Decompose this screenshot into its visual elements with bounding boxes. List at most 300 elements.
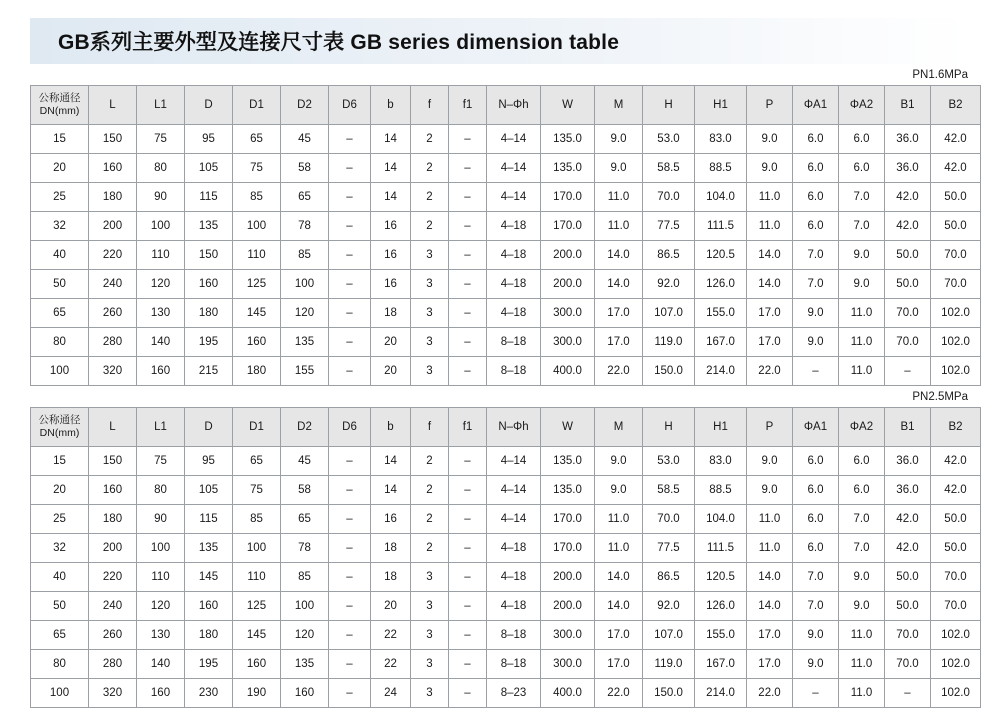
cell: 9.0 <box>747 125 793 154</box>
cell: 200 <box>89 534 137 563</box>
cell: 170.0 <box>541 212 595 241</box>
cell: 120 <box>137 270 185 299</box>
cell: 22 <box>371 621 411 650</box>
cell: 140 <box>137 650 185 679</box>
cell: 53.0 <box>643 125 695 154</box>
cell: 240 <box>89 270 137 299</box>
cell: 300.0 <box>541 621 595 650</box>
cell: 11.0 <box>747 534 793 563</box>
table-row <box>31 476 981 505</box>
cell-dn: 50 <box>31 592 89 621</box>
cell: 180 <box>89 183 137 212</box>
cell: 104.0 <box>695 183 747 212</box>
cell: 11.0 <box>839 621 885 650</box>
cell: – <box>329 241 371 270</box>
cell: – <box>793 357 839 386</box>
cell: 3 <box>411 592 449 621</box>
table-row <box>31 183 981 212</box>
cell: 17.0 <box>747 650 793 679</box>
cell: 14.0 <box>747 270 793 299</box>
cell: 9.0 <box>839 241 885 270</box>
cell: 107.0 <box>643 299 695 328</box>
cell: 11.0 <box>595 212 643 241</box>
table-row <box>31 328 981 357</box>
cell: 24 <box>371 679 411 708</box>
cell: 90 <box>137 183 185 212</box>
cell: 9.0 <box>595 447 643 476</box>
cell: 200 <box>89 212 137 241</box>
cell: 2 <box>411 505 449 534</box>
cell: 8–23 <box>487 679 541 708</box>
cell: 8–18 <box>487 650 541 679</box>
cell-dn: 32 <box>31 212 89 241</box>
column-header: L <box>89 408 137 447</box>
cell: 17.0 <box>595 299 643 328</box>
cell: 42.0 <box>885 183 931 212</box>
cell-dn: 25 <box>31 183 89 212</box>
cell: 170.0 <box>541 534 595 563</box>
cell: 88.5 <box>695 476 747 505</box>
cell: 220 <box>89 563 137 592</box>
table-row <box>31 592 981 621</box>
cell: 7.0 <box>793 241 839 270</box>
column-header: f <box>411 408 449 447</box>
cell: 80 <box>137 154 185 183</box>
cell: – <box>329 679 371 708</box>
cell: 20 <box>371 328 411 357</box>
cell: 300.0 <box>541 328 595 357</box>
cell: 20 <box>371 357 411 386</box>
cell: 9.0 <box>793 299 839 328</box>
cell: 17.0 <box>747 328 793 357</box>
cell: – <box>449 563 487 592</box>
cell: 58 <box>281 476 329 505</box>
cell: 11.0 <box>595 505 643 534</box>
pressure-label-1: PN1.6MPa <box>912 69 968 81</box>
cell: 135 <box>281 328 329 357</box>
table-row <box>31 212 981 241</box>
cell: 100 <box>137 534 185 563</box>
cell: – <box>449 183 487 212</box>
table-row <box>31 534 981 563</box>
cell: 11.0 <box>595 183 643 212</box>
cell: 22 <box>371 650 411 679</box>
column-header: ΦA2 <box>839 86 885 125</box>
table-row <box>31 241 981 270</box>
cell: 16 <box>371 241 411 270</box>
cell: 155.0 <box>695 621 747 650</box>
cell: – <box>449 299 487 328</box>
page-title: GB系列主要外型及连接尺寸表 GB series dimension table <box>58 31 620 54</box>
cell: 18 <box>371 299 411 328</box>
cell: 6.0 <box>793 505 839 534</box>
cell: – <box>449 154 487 183</box>
cell: 3 <box>411 621 449 650</box>
cell: 86.5 <box>643 563 695 592</box>
cell: 50.0 <box>885 563 931 592</box>
cell: 140 <box>137 328 185 357</box>
cell: 105 <box>185 154 233 183</box>
cell: 75 <box>137 447 185 476</box>
cell-dn: 15 <box>31 447 89 476</box>
cell: 53.0 <box>643 447 695 476</box>
cell: 90 <box>137 505 185 534</box>
cell: 16 <box>371 505 411 534</box>
cell: 9.0 <box>793 328 839 357</box>
cell: 120 <box>137 592 185 621</box>
cell: 104.0 <box>695 505 747 534</box>
cell: – <box>449 621 487 650</box>
cell-dn: 100 <box>31 679 89 708</box>
cell: – <box>885 679 931 708</box>
cell: 2 <box>411 212 449 241</box>
table-row <box>31 357 981 386</box>
cell: 300.0 <box>541 650 595 679</box>
cell: 50.0 <box>931 505 981 534</box>
column-header: L1 <box>137 86 185 125</box>
cell: 100 <box>281 592 329 621</box>
cell: 85 <box>233 505 281 534</box>
cell: 180 <box>233 357 281 386</box>
cell: 58 <box>281 154 329 183</box>
cell: 9.0 <box>747 154 793 183</box>
cell: 102.0 <box>931 328 981 357</box>
cell: 36.0 <box>885 476 931 505</box>
cell: 50.0 <box>885 592 931 621</box>
cell: 36.0 <box>885 154 931 183</box>
cell-dn: 25 <box>31 505 89 534</box>
cell: 78 <box>281 534 329 563</box>
cell: 120 <box>281 299 329 328</box>
cell: 2 <box>411 154 449 183</box>
column-header: M <box>595 408 643 447</box>
cell: 45 <box>281 447 329 476</box>
cell: 75 <box>137 125 185 154</box>
cell: 3 <box>411 299 449 328</box>
cell: 42.0 <box>931 154 981 183</box>
cell-dn: 15 <box>31 125 89 154</box>
cell: – <box>329 154 371 183</box>
pressure-label-2: PN2.5MPa <box>912 391 968 403</box>
cell: 220 <box>89 241 137 270</box>
cell: 4–18 <box>487 241 541 270</box>
cell: 18 <box>371 563 411 592</box>
cell: – <box>449 212 487 241</box>
cell: 102.0 <box>931 357 981 386</box>
cell: 75 <box>233 476 281 505</box>
cell: 190 <box>233 679 281 708</box>
cell: – <box>449 592 487 621</box>
cell-dn: 65 <box>31 299 89 328</box>
cell: – <box>329 476 371 505</box>
cell: 75 <box>233 154 281 183</box>
cell-dn: 65 <box>31 621 89 650</box>
cell: 240 <box>89 592 137 621</box>
column-header: b <box>371 408 411 447</box>
cell: 135.0 <box>541 125 595 154</box>
table-row <box>31 563 981 592</box>
cell: 9.0 <box>747 447 793 476</box>
column-header: H1 <box>695 408 747 447</box>
table-row <box>31 650 981 679</box>
cell: 42.0 <box>885 212 931 241</box>
cell: 170.0 <box>541 505 595 534</box>
cell: – <box>329 357 371 386</box>
cell: 160 <box>185 270 233 299</box>
cell: – <box>329 592 371 621</box>
cell: 6.0 <box>793 447 839 476</box>
column-header: D6 <box>329 86 371 125</box>
cell: 3 <box>411 328 449 357</box>
cell: 200.0 <box>541 241 595 270</box>
table-row <box>31 447 981 476</box>
cell: 70.0 <box>885 621 931 650</box>
cell: 4–14 <box>487 125 541 154</box>
cell: 3 <box>411 357 449 386</box>
cell: 230 <box>185 679 233 708</box>
cell: 8–18 <box>487 328 541 357</box>
cell: – <box>449 241 487 270</box>
cell: – <box>449 270 487 299</box>
cell: 119.0 <box>643 650 695 679</box>
cell: – <box>885 357 931 386</box>
cell: 300.0 <box>541 299 595 328</box>
dimension-table-pn16 <box>30 85 981 386</box>
cell: 80 <box>137 476 185 505</box>
cell: 120.5 <box>695 241 747 270</box>
cell: 42.0 <box>931 125 981 154</box>
cell: 36.0 <box>885 447 931 476</box>
cell: 4–14 <box>487 505 541 534</box>
column-header: N–Φh <box>487 408 541 447</box>
cell: 70.0 <box>931 241 981 270</box>
cell: 9.0 <box>595 476 643 505</box>
cell: – <box>793 679 839 708</box>
cell: – <box>329 447 371 476</box>
column-header: H <box>643 86 695 125</box>
cell: 215 <box>185 357 233 386</box>
cell: 92.0 <box>643 592 695 621</box>
cell: 22.0 <box>595 357 643 386</box>
cell: 2 <box>411 447 449 476</box>
cell: 130 <box>137 621 185 650</box>
cell: 150.0 <box>643 679 695 708</box>
table-row <box>31 505 981 534</box>
cell: 6.0 <box>793 476 839 505</box>
cell: 42.0 <box>931 447 981 476</box>
column-header: W <box>541 408 595 447</box>
cell: 7.0 <box>839 534 885 563</box>
column-header: f1 <box>449 408 487 447</box>
column-header: D2 <box>281 86 329 125</box>
cell: 17.0 <box>747 299 793 328</box>
cell: – <box>449 447 487 476</box>
cell: 214.0 <box>695 357 747 386</box>
cell: 8–18 <box>487 357 541 386</box>
table-header-row <box>31 408 981 447</box>
cell-dn: 80 <box>31 328 89 357</box>
cell: 4–18 <box>487 534 541 563</box>
cell: – <box>329 621 371 650</box>
cell: 4–14 <box>487 154 541 183</box>
cell: 2 <box>411 125 449 154</box>
cell: 95 <box>185 447 233 476</box>
cell: 195 <box>185 328 233 357</box>
cell: 214.0 <box>695 679 747 708</box>
cell: 320 <box>89 679 137 708</box>
column-header: M <box>595 86 643 125</box>
cell: 22.0 <box>747 679 793 708</box>
cell: 200.0 <box>541 592 595 621</box>
cell: 78 <box>281 212 329 241</box>
cell: – <box>449 357 487 386</box>
document-page <box>0 18 1000 699</box>
cell: 11.0 <box>747 183 793 212</box>
cell: 145 <box>233 621 281 650</box>
cell: 65 <box>281 183 329 212</box>
cell: 4–18 <box>487 592 541 621</box>
cell-dn: 40 <box>31 563 89 592</box>
column-header: D1 <box>233 86 281 125</box>
column-header: f <box>411 86 449 125</box>
cell: 4–18 <box>487 563 541 592</box>
cell: 6.0 <box>839 447 885 476</box>
cell: 4–18 <box>487 212 541 241</box>
cell: 125 <box>233 270 281 299</box>
cell: 70.0 <box>931 563 981 592</box>
cell: 50.0 <box>931 534 981 563</box>
cell: – <box>449 650 487 679</box>
cell: 9.0 <box>793 621 839 650</box>
column-header: D6 <box>329 408 371 447</box>
column-header: B1 <box>885 408 931 447</box>
table-row <box>31 125 981 154</box>
cell: 6.0 <box>839 125 885 154</box>
cell: – <box>329 270 371 299</box>
cell: 180 <box>89 505 137 534</box>
cell: 167.0 <box>695 650 747 679</box>
cell: 18 <box>371 534 411 563</box>
cell-dn: 50 <box>31 270 89 299</box>
cell: 150 <box>89 447 137 476</box>
column-header: W <box>541 86 595 125</box>
cell: 280 <box>89 650 137 679</box>
column-header: D1 <box>233 408 281 447</box>
cell: – <box>449 534 487 563</box>
cell: 70.0 <box>931 592 981 621</box>
cell: 14 <box>371 125 411 154</box>
cell: 6.0 <box>793 154 839 183</box>
table-row <box>31 299 981 328</box>
cell: 125 <box>233 592 281 621</box>
cell: 3 <box>411 270 449 299</box>
cell: 135 <box>185 212 233 241</box>
cell: 14.0 <box>747 241 793 270</box>
cell: 105 <box>185 476 233 505</box>
table-row <box>31 154 981 183</box>
column-header: D <box>185 86 233 125</box>
column-header: ΦA2 <box>839 408 885 447</box>
page-title-bar <box>30 18 970 64</box>
cell: – <box>449 679 487 708</box>
cell: 135.0 <box>541 154 595 183</box>
cell: 9.0 <box>793 650 839 679</box>
cell: 9.0 <box>839 270 885 299</box>
cell: 400.0 <box>541 357 595 386</box>
cell: 3 <box>411 650 449 679</box>
cell: 160 <box>281 679 329 708</box>
column-header-dn: 公称通径 DN(mm) <box>31 86 89 125</box>
cell: 70.0 <box>931 270 981 299</box>
cell: 102.0 <box>931 679 981 708</box>
cell: 150 <box>185 241 233 270</box>
cell: 260 <box>89 621 137 650</box>
cell: 16 <box>371 270 411 299</box>
cell: 58.5 <box>643 476 695 505</box>
cell: 6.0 <box>793 212 839 241</box>
cell: 50.0 <box>931 183 981 212</box>
cell: 155 <box>281 357 329 386</box>
cell: 7.0 <box>839 505 885 534</box>
cell: – <box>329 563 371 592</box>
column-header: b <box>371 86 411 125</box>
cell: 7.0 <box>793 563 839 592</box>
cell: 135 <box>281 650 329 679</box>
cell: 4–14 <box>487 183 541 212</box>
cell: 126.0 <box>695 270 747 299</box>
cell: 17.0 <box>595 621 643 650</box>
cell: 11.0 <box>839 328 885 357</box>
cell: 6.0 <box>793 125 839 154</box>
cell: 110 <box>137 241 185 270</box>
cell: 7.0 <box>793 270 839 299</box>
cell: 100 <box>233 534 281 563</box>
cell: 6.0 <box>793 534 839 563</box>
column-header: N–Φh <box>487 86 541 125</box>
cell: 160 <box>137 679 185 708</box>
cell: 3 <box>411 563 449 592</box>
cell: 22.0 <box>595 679 643 708</box>
cell: 260 <box>89 299 137 328</box>
cell: 88.5 <box>695 154 747 183</box>
column-header: ΦA1 <box>793 86 839 125</box>
cell: 115 <box>185 183 233 212</box>
column-header: f1 <box>449 86 487 125</box>
cell: 280 <box>89 328 137 357</box>
cell: – <box>329 212 371 241</box>
cell: 111.5 <box>695 534 747 563</box>
cell: 160 <box>233 328 281 357</box>
cell: – <box>329 328 371 357</box>
column-header: L <box>89 86 137 125</box>
cell: 160 <box>89 476 137 505</box>
cell: 14.0 <box>595 592 643 621</box>
cell: 6.0 <box>839 476 885 505</box>
cell: 14.0 <box>595 563 643 592</box>
cell: 86.5 <box>643 241 695 270</box>
cell: 65 <box>233 447 281 476</box>
cell: 11.0 <box>839 679 885 708</box>
cell: 180 <box>185 299 233 328</box>
column-header: D2 <box>281 408 329 447</box>
cell: 20 <box>371 592 411 621</box>
cell: 6.0 <box>793 183 839 212</box>
cell: 85 <box>281 563 329 592</box>
cell: 9.0 <box>839 563 885 592</box>
cell: 17.0 <box>595 328 643 357</box>
cell: 320 <box>89 357 137 386</box>
cell: 16 <box>371 212 411 241</box>
